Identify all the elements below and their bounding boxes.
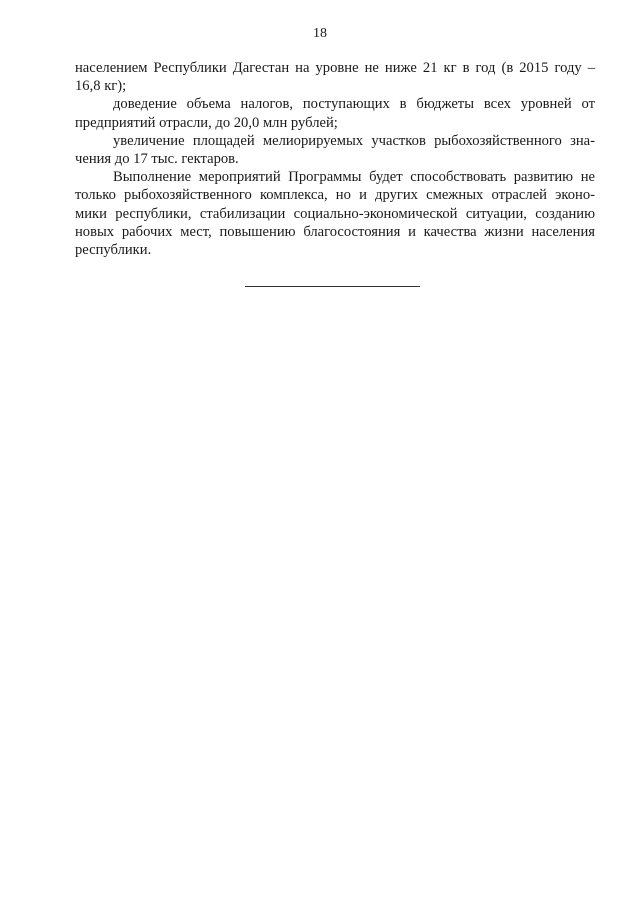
text-line: доведение объема налогов, поступающих в бюджеты всех уровней от: [113, 96, 595, 113]
text-line: новых рабочих мест, повышению благосостояния и качества жизни населения: [75, 223, 595, 240]
text-line: мики республики, стабилизации социально-экономической ситуации, созданию: [75, 205, 595, 222]
text-line: предприятий отрасли, до 20,0 млн рублей;: [75, 114, 338, 131]
text-line: только рыбохозяйственного комплекса, но и других смежных отраслей эконо-: [75, 187, 595, 204]
paragraph-melioration-area: [75, 132, 595, 168]
paragraph-tax-revenue: [75, 95, 595, 131]
page-number: 18: [313, 26, 327, 41]
end-of-text-divider: [245, 286, 420, 287]
text-line: республики.: [75, 242, 152, 259]
text-line: Выполнение мероприятий Программы будет способствовать развитию не: [113, 169, 595, 186]
paragraph-program-outcome: [75, 168, 595, 259]
text-line: увеличение площадей мелиорируемых участков рыбохозяйственного зна-: [113, 132, 595, 149]
text-line: 16,8 кг);: [75, 78, 127, 95]
paragraph-fish-consumption: [75, 59, 595, 95]
text-line: населением Республики Дагестан на уровне не ниже 21 кг в год (в 2015 году –: [75, 60, 595, 76]
document-body: [75, 59, 595, 259]
text-line: чения до 17 тыс. гектаров.: [75, 151, 239, 168]
